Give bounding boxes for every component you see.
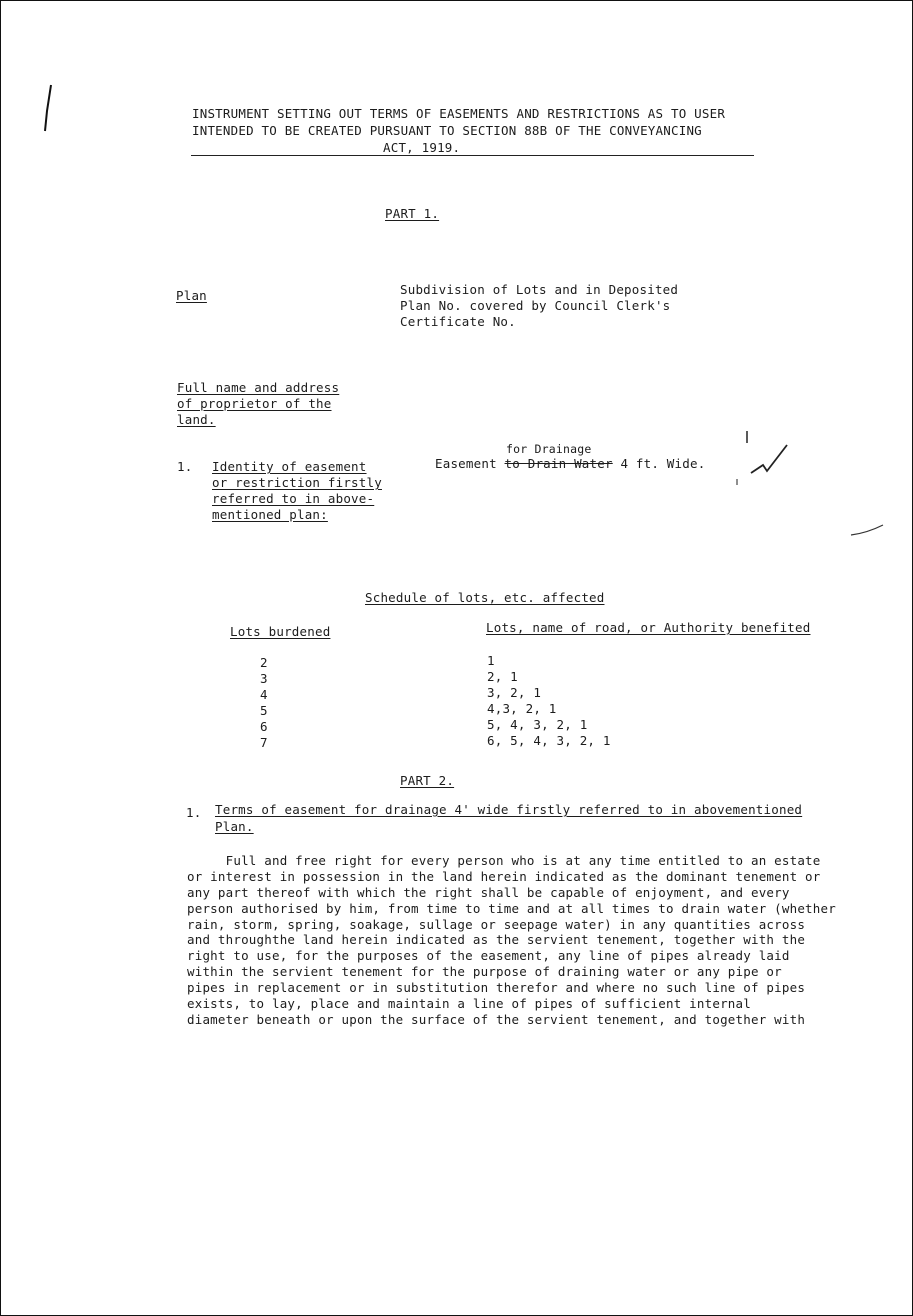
identity-label-line-2: or restriction firstly <box>212 475 382 490</box>
table-cell-benefited: 3, 2, 1 <box>487 685 542 700</box>
margin-pen-stroke-icon <box>39 83 59 135</box>
identity-label-line-1: Identity of easement <box>212 459 367 474</box>
table-cell-burdened: 3 <box>260 671 268 686</box>
part2-heading: PART 2. <box>400 773 455 788</box>
schedule-benefited-list <box>487 653 611 749</box>
terms-heading-line-1: Terms of easement for drainage 4' wide firstly referred to in abovementioned <box>215 802 803 817</box>
identity-label-line-3: referred to in above- <box>212 491 375 506</box>
proprietor-label-line-1: Full name and address <box>177 380 340 395</box>
body-line: exists, to lay, place and maintain a line of pipes of sufficient internal <box>187 996 751 1012</box>
table-cell-burdened: 2 <box>260 655 268 670</box>
table-cell-burdened: 7 <box>260 735 268 750</box>
part1-heading: PART 1. <box>385 206 440 221</box>
terms-item-number: 1. <box>186 805 202 820</box>
body-line: within the servient tenement for the purpose of draining water or any pipe or <box>187 964 782 980</box>
body-line: right to use, for the purposes of the easement, any line of pipes already laid <box>187 948 790 964</box>
table-cell-benefited: 6, 5, 4, 3, 2, 1 <box>487 733 611 748</box>
identity-label-line-4: mentioned plan: <box>212 507 328 522</box>
plan-text-line-1: Subdivision of Lots and in Deposited <box>400 282 679 297</box>
body-line: any part thereof with which the right shall be capable of enjoyment, and every <box>187 884 790 900</box>
table-cell-burdened: 5 <box>260 703 268 718</box>
title-rule <box>191 155 754 156</box>
proprietor-label-line-3: land. <box>177 412 216 427</box>
body-line: person authorised by him, from time to time and at all times to drain water (whether <box>187 900 836 916</box>
schedule-col-burdened: Lots burdened <box>230 624 331 639</box>
title-line-2: INTENDED TO BE CREATED PURSUANT TO SECTION 88B OF THE CONVEYANCING <box>192 123 702 138</box>
schedule-burdened-list <box>260 655 268 751</box>
plan-label: Plan <box>176 288 207 303</box>
plan-text-line-2: Plan No. covered by Council Clerk's <box>400 298 671 313</box>
body-line: rain, storm, spring, soakage, sullage or seepage water) in any quantities across <box>187 916 806 932</box>
schedule-col-benefited: Lots, name of road, or Authority benefited <box>486 620 811 635</box>
terms-heading-line-2: Plan. <box>215 819 254 834</box>
margin-dash-icon <box>847 521 887 541</box>
identity-value-struck: to Drain Water <box>504 456 613 471</box>
proprietor-label-line-2: of proprietor of the <box>177 396 332 411</box>
terms-body <box>187 853 836 1028</box>
body-line: pipes in replacement or in substitution therefor and where no such line of pipes <box>187 980 806 996</box>
table-cell-benefited: 5, 4, 3, 2, 1 <box>487 717 588 732</box>
handwritten-tick-icon <box>731 429 801 493</box>
body-line: and throughthe land herein indicated as the servient tenement, together with the <box>187 932 806 948</box>
table-cell-burdened: 4 <box>260 687 268 702</box>
identity-value-prefix: Easement <box>435 456 497 471</box>
identity-insert-text: for Drainage <box>506 442 592 456</box>
table-cell-benefited: 2, 1 <box>487 669 518 684</box>
plan-text-line-3: Certificate No. <box>400 314 516 329</box>
title-line-1: INSTRUMENT SETTING OUT TERMS OF EASEMENTS AND RESTRICTIONS AS TO USER <box>192 106 726 121</box>
schedule-title: Schedule of lots, etc. affected <box>365 590 605 605</box>
body-line: Full and free right for every person who is at any time entitled to an estate <box>187 853 821 868</box>
body-line: diameter beneath or upon the surface of the servient tenement, and together with <box>187 1011 806 1027</box>
identity-value <box>435 456 705 472</box>
body-line: or interest in possession in the land herein indicated as the dominant tenement or <box>187 868 821 884</box>
identity-item-number: 1. <box>177 459 193 474</box>
identity-value-suffix: 4 ft. Wide. <box>620 456 706 471</box>
table-cell-benefited: 1 <box>487 653 495 668</box>
table-cell-benefited: 4,3, 2, 1 <box>487 701 557 716</box>
table-cell-burdened: 6 <box>260 719 268 734</box>
title-line-3: ACT, 1919. <box>383 140 461 155</box>
